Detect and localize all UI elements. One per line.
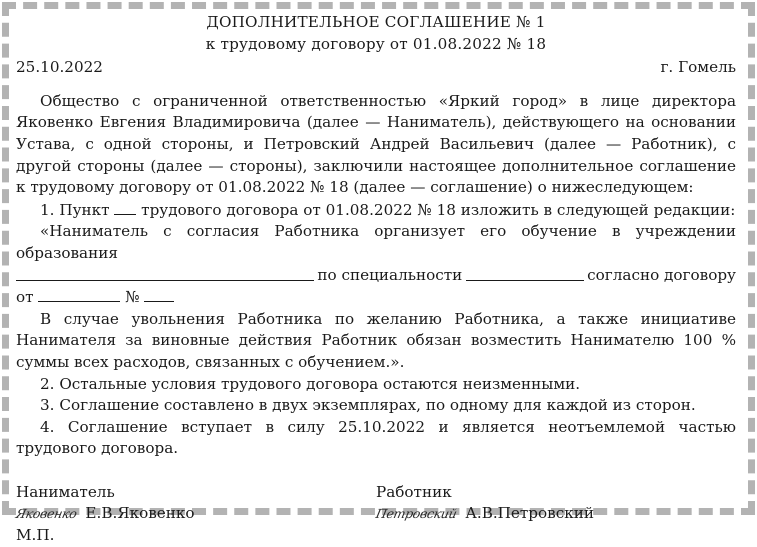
employee-name: А.В.Петровский bbox=[465, 504, 594, 523]
signature-block bbox=[16, 482, 736, 547]
blank-field bbox=[16, 265, 314, 281]
item-3: 3. Соглашение составлено в двух экземплярах, по одному для каждой из сторон. bbox=[40, 396, 696, 415]
seal-label: М.П. bbox=[16, 526, 55, 545]
quote-fill-row-2 bbox=[16, 286, 736, 309]
employer-signature: Яковенко bbox=[14, 506, 79, 522]
item-1 bbox=[16, 199, 736, 222]
quote-line-1: «Наниматель с согласия Работника организует его обучение в учреждении образования bbox=[16, 222, 736, 262]
document-subtitle: к трудовому договору от 01.08.2022 № 18 bbox=[205, 34, 547, 53]
employer-name: Е.В.Яковенко bbox=[85, 504, 195, 523]
blank-field bbox=[466, 265, 584, 281]
employee-label: Работник bbox=[376, 482, 452, 501]
blank-field bbox=[144, 286, 174, 302]
item-2: 2. Остальные условия трудового договора остаются неизменными. bbox=[40, 374, 581, 393]
quote-number: № bbox=[125, 288, 140, 307]
blank-field bbox=[114, 199, 136, 215]
document-date: 25.10.2022 bbox=[16, 58, 103, 77]
employee-signature-block bbox=[376, 482, 736, 547]
date-city-row bbox=[16, 57, 736, 79]
quote-from: от bbox=[16, 288, 34, 307]
employer-label: Наниматель bbox=[16, 482, 115, 501]
intro-paragraph: Общество с ограниченной ответственностью «Яркий город» в лице директора Яковенко Евгения Владимировича (далее — Наниматель), действующего на основании Устава, с одной стороны, и Петровский Андрей Васильевич (далее — Работник), с другой стороны (далее — стороны), заключили настоящее дополнительное соглашение к трудовому договору от 01.08.2022 № 18 (далее — соглашение) о нижеследующем: bbox=[16, 91, 736, 197]
quote-paragraph-2: В случае увольнения Работника по желанию Работника, а также инициативе Нанимателя за виновные действия Работник обязан возместить Нанимателю 100 % суммы всех расходов, связанных с обучением.». bbox=[16, 309, 736, 371]
item-4: 4. Соглашение вступает в силу 25.10.2022 и является неотъемлемой частью трудового договора. bbox=[16, 417, 736, 458]
item-1-end: трудового договора от 01.08.2022 № 18 изложить в следующей редакции: bbox=[141, 200, 736, 219]
blank-field bbox=[38, 286, 120, 302]
employer-signature-block bbox=[16, 482, 376, 547]
document-title: ДОПОЛНИТЕЛЬНОЕ СОГЛАШЕНИЕ № 1 bbox=[206, 13, 546, 31]
quote-according: согласно договору bbox=[587, 265, 736, 284]
employee-signature: Петровский bbox=[374, 506, 459, 522]
agreement-document bbox=[16, 12, 736, 547]
quote-specialty: по специальности bbox=[317, 265, 463, 284]
quote-fill-row bbox=[16, 265, 736, 287]
item-1-start: 1. Пункт bbox=[40, 200, 110, 219]
document-city: г. Гомель bbox=[660, 58, 736, 77]
